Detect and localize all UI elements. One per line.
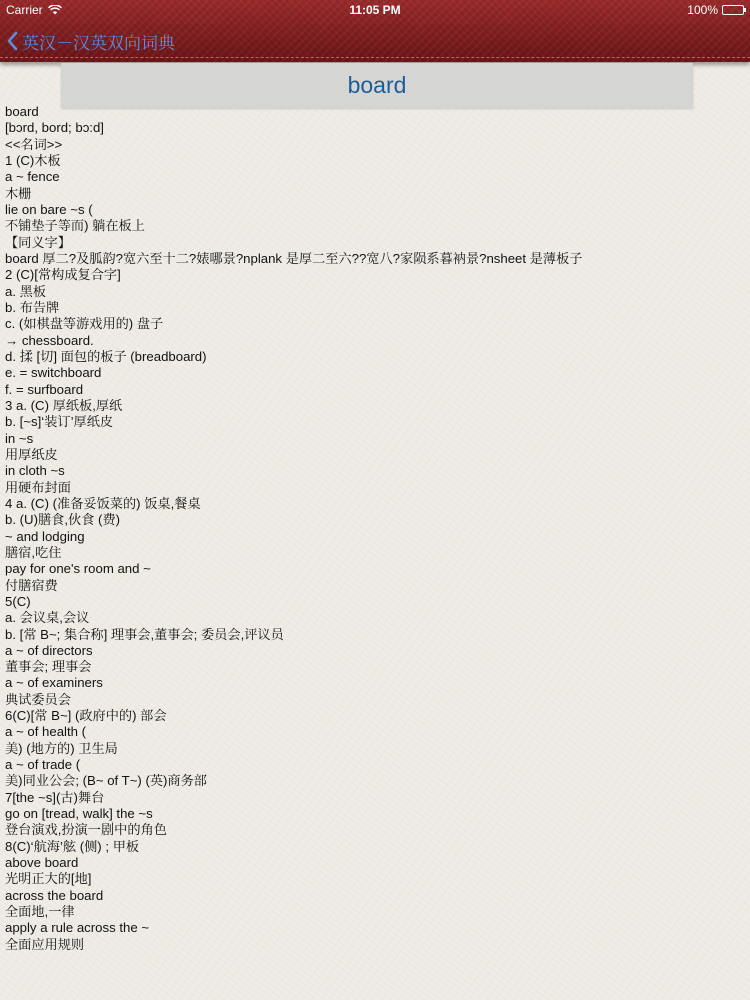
entry-line: 膳宿,吃住	[5, 544, 62, 560]
entry-line: 全面地,一律	[5, 904, 75, 920]
entry-line: apply a rule across the ~	[5, 920, 150, 936]
entry-line: 光明正大的[地]	[5, 871, 92, 887]
entry-line: 登台演戏,扮演一剧中的角色	[5, 822, 167, 838]
entry-line: above board	[5, 855, 79, 871]
entry-line: → chessboard.	[5, 332, 94, 348]
entry-line: 3 a. (C) 厚纸板,厚纸	[5, 397, 123, 413]
entry-line: 用硬布封面	[5, 479, 71, 495]
entry-line: 【同义字】	[5, 234, 71, 250]
entry-line: pay for one's room and ~	[5, 561, 151, 577]
entry-line: 木栅	[5, 185, 32, 201]
entry-line: a ~ of examiners	[5, 675, 103, 691]
dictionary-entry	[5, 104, 745, 954]
entry-line: 8(C)‘航海’舷 (侧) ; 甲板	[5, 838, 140, 854]
entry-line: a ~ of trade (	[5, 757, 81, 773]
navigation-bar	[0, 0, 750, 62]
entry-line: a. 黑板	[5, 283, 47, 299]
entry-line: board 厚二?及胍韵?宽六至十二?婊哪景?nplank 是厚二至六??宽八?家陨系暮衲景?nsheet 是薄板子	[5, 250, 583, 266]
entry-line: 2 (C)[常构成复合字]	[5, 267, 121, 283]
entry-line: a ~ fence	[5, 169, 60, 185]
entry-line: go on [tread, walk] the ~s	[5, 806, 153, 822]
entry-line: 付膳宿费	[5, 577, 58, 593]
entry-line: in cloth ~s	[5, 463, 65, 479]
entry-line: 美) (地方的) 卫生局	[5, 740, 118, 756]
entry-line: b. 布告牌	[5, 299, 60, 315]
entry-line: board	[5, 104, 39, 119]
entry-line: a ~ of health (	[5, 724, 87, 740]
battery-indicator	[687, 3, 744, 17]
entry-line: in ~s	[5, 430, 34, 446]
entry-line: 典试委员会	[5, 691, 71, 707]
entry-line: 6(C)[常 B~] (政府中的) 部会	[5, 708, 167, 724]
back-button[interactable]	[6, 27, 175, 55]
entry-line: d. 揉 [切] 面包的板子 (breadboard)	[5, 348, 207, 364]
entry-line: 全面应用规则	[5, 936, 85, 952]
entry-line: b. [~s]‘装订’厚纸皮	[5, 414, 114, 430]
status-time: 11:05 PM	[349, 3, 401, 17]
entry-line: a ~ of directors	[5, 642, 93, 658]
entry-line: ~ and lodging	[5, 528, 85, 544]
entry-line: <<名词>>	[5, 136, 63, 152]
entry-line: 美)同业公会; (B~ of T~) (英)商务部	[5, 773, 207, 789]
entry-line: c. (如棋盘等游戏用的) 盘子	[5, 316, 164, 332]
entry-line: b. [常 B~; 集合称] 理事会,董事会; 委员会,评议员	[5, 626, 284, 642]
entry-line: 用厚纸皮	[5, 446, 58, 462]
search-term-banner	[61, 63, 693, 108]
entry-line: 1 (C)木板	[5, 152, 61, 168]
entry-line: e. = switchboard	[5, 365, 102, 381]
entry-line: [bɔrd, bord; bɔ:d]	[5, 120, 104, 136]
entry-line: a. 会议桌,会议	[5, 610, 90, 626]
entry-line: 5(C)	[5, 593, 31, 609]
entry-line: across the board	[5, 887, 104, 903]
battery-percent: 100%	[687, 3, 718, 17]
chevron-left-icon	[6, 31, 18, 51]
entry-line: lie on bare ~s (	[5, 201, 93, 217]
term-title: board	[347, 72, 407, 98]
entry-line: 不铺垫子等而) 躺在板上	[5, 218, 145, 234]
battery-icon	[722, 5, 744, 15]
entry-line: 董事会; 理事会	[5, 659, 92, 675]
entry-line: f. = surfboard	[5, 381, 84, 397]
status-bar	[0, 0, 750, 20]
entry-line: b. (U)膳食,伙食 (费)	[5, 512, 121, 528]
carrier-label: Carrier	[6, 3, 43, 17]
back-button-label: 英汉－汉英双向词典	[22, 33, 175, 53]
entry-line: 7[the ~s](古)舞台	[5, 789, 105, 805]
entry-line: 4 a. (C) (准备妥饭菜的) 饭桌,餐桌	[5, 495, 201, 511]
